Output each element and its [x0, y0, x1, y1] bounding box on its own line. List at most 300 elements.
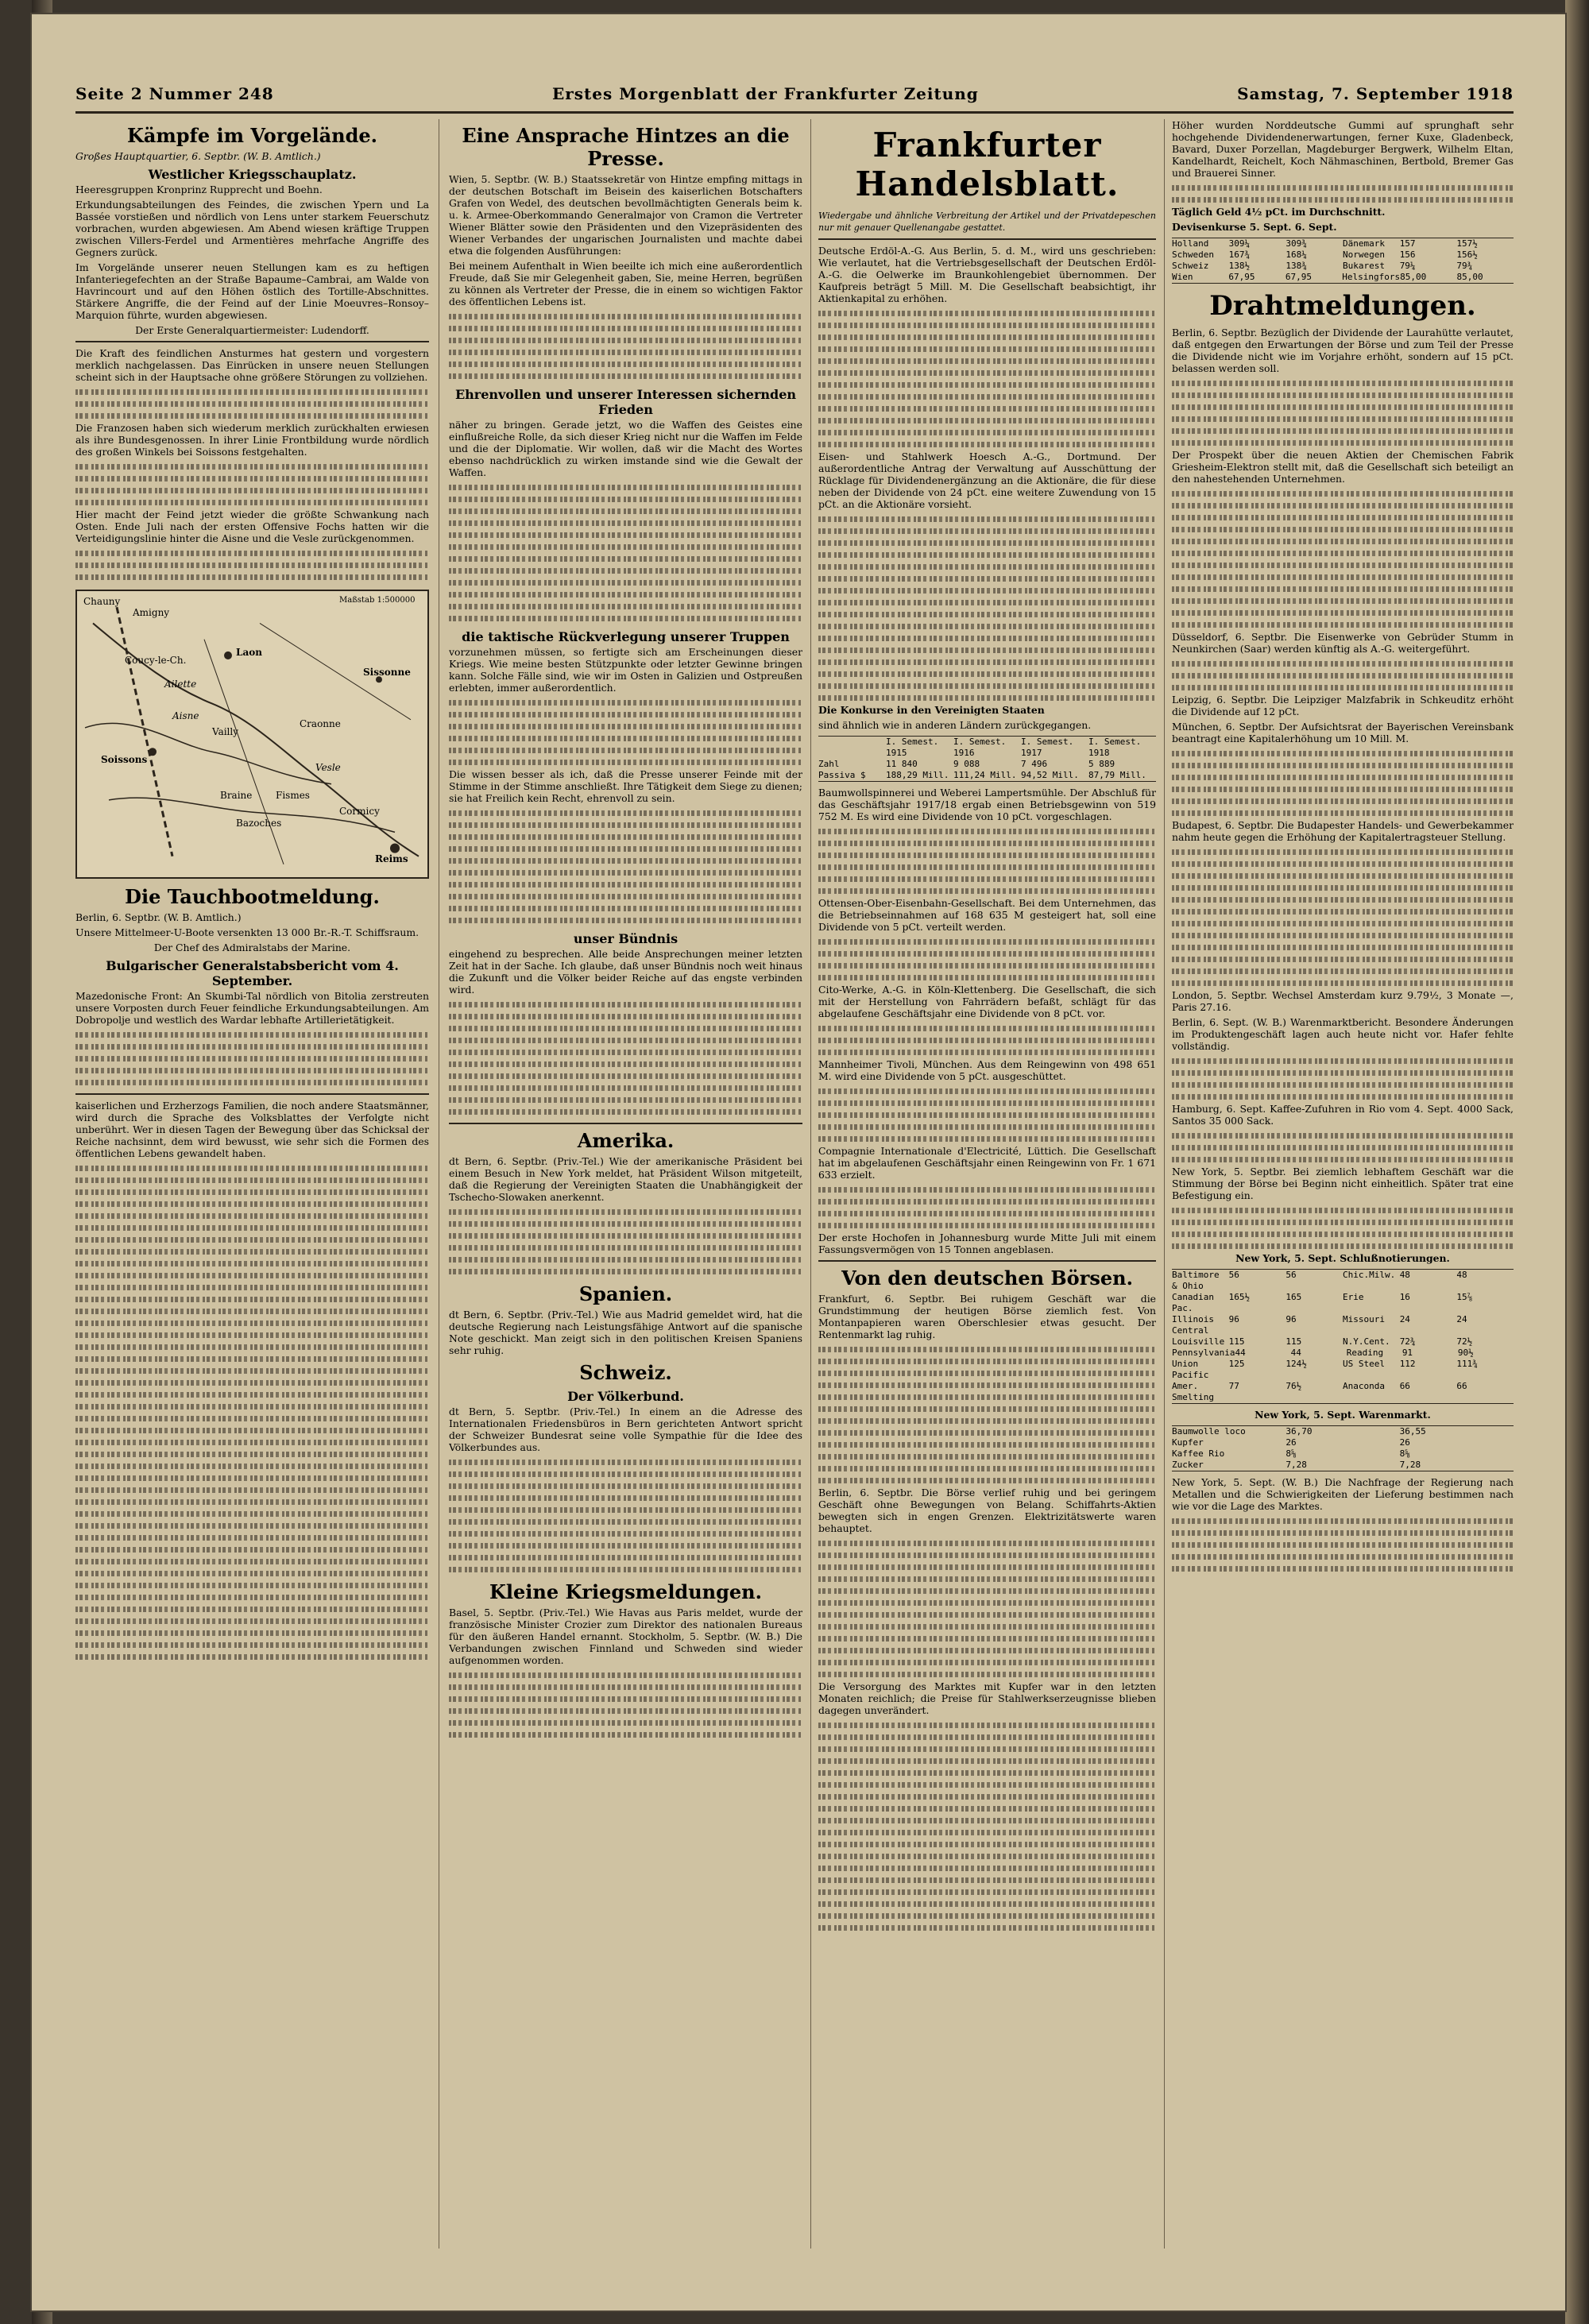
text-line-placeholder: [449, 709, 802, 721]
text-line-placeholder: [75, 1639, 429, 1651]
paragraph: Compagnie Internationale d'Electricité, Lüttich. Die Gesellschaft hat im abgelaufenen Geschäftsjahr einen Reingewinn von Fr. 1 671 633 erzielt.: [818, 1145, 1156, 1181]
text-line-placeholder: [449, 517, 802, 529]
text-line-placeholder: [818, 1475, 1156, 1487]
text-line-placeholder: [818, 1645, 1156, 1657]
text-line-placeholder: [818, 1657, 1156, 1669]
text-line-placeholder: [449, 1046, 802, 1058]
text-line-placeholder: [75, 1580, 429, 1591]
text-line-placeholder: [75, 1377, 429, 1389]
text-line-placeholder: [818, 307, 1156, 319]
map-label: Bazoches: [236, 818, 282, 829]
text-line-placeholder: [818, 1439, 1156, 1451]
paragraph: Die Kraft des feindlichen Ansturmes hat gestern und vorgestern merklich nachgelassen. Das Einrücken in unsere neuen Stellungen scheint sich in der Hauptsache ohne größere Störungen zu vollziehen.: [75, 347, 429, 383]
table-row: Pennsylvania 44 44 Reading 91 90½: [1172, 1348, 1474, 1358]
text-line-placeholder: [818, 1585, 1156, 1597]
header-date: Samstag, 7. September 1918: [1237, 84, 1514, 103]
table-title: New York, 5. Sept. Schlußnotierungen.: [1235, 1252, 1450, 1264]
text-line-placeholder: [1172, 1515, 1514, 1527]
table-row: Louisville 115 115 N.Y.Cent. 72¾ 72½: [1172, 1336, 1473, 1347]
text-line-placeholder: [449, 1504, 802, 1516]
text-line-placeholder: [1172, 846, 1514, 858]
paragraph: Berlin, 6. Septbr. Bezüglich der Dividende der Laurahütte verlautet, daß entgegen den Erwartungen der Börse und zum Teil der Presse die Dividende nicht wie im Vorjahre erhöht, sondern auf 15 pCt. belassen werden soll.: [1172, 327, 1514, 374]
text-line-placeholder: [75, 1305, 429, 1317]
paragraph: Deutsche Erdöl-A.-G. Aus Berlin, 5. d. M., wird uns geschrieben: Wie verlautet, hat die Vertriebsgesellschaft der Deutschen Erdöl-A.-G. die Oelwerke im Braunkohlengebiet übernommen. Der Kaufpreis beträgt 5 Mill. M. Die Gesellschaft beabsichtigt, ihr Aktienkapital zu erhöhen.: [818, 245, 1156, 304]
text-line-placeholder: [1172, 500, 1514, 512]
text-line-placeholder: [449, 493, 802, 505]
text-line-placeholder: [818, 1874, 1156, 1886]
text-line-placeholder: [818, 621, 1156, 632]
text-line-placeholder: [818, 585, 1156, 597]
text-line-placeholder: [818, 1597, 1156, 1609]
text-line-placeholder: [75, 1282, 429, 1293]
rule: [75, 1093, 429, 1095]
text-line-placeholder: [818, 885, 1156, 897]
table-row: Passiva $ 188,29 Mill. 111,24 Mill. 94,52 Mill. 87,79 Mill.: [818, 770, 1146, 780]
paragraph: Budapest, 6. Septbr. Die Budapester Handels- und Gewerbekammer nahm heute gegen die Erhöhung der Kapitalertragsteuer Stellung.: [1172, 819, 1514, 843]
text-line-placeholder: [818, 1862, 1156, 1874]
dateline: Berlin, 6. Septbr. (W. B. Amtlich.): [75, 911, 242, 923]
paragraph: dt Bern, 6. Septbr. (Priv.-Tel.) Wie der amerikanische Präsident bei einem Besuch in New York meldet, hat Präsident Wilson mitgeteilt, daß die Regierung der Vereinigten Staaten die Unabhängigkeit der Tschecho-Slowaken anerkennt.: [449, 1155, 802, 1203]
text-line-placeholder: [449, 744, 802, 756]
map-label: Ailette: [164, 679, 197, 690]
paragraph: Baumwollspinnerei und Weberei Lampertsmühle. Der Abschluß für das Geschäftsjahr 1917/18 ergab einen Betriebsgewinn von 519 752 M. Es wird eine Dividende von 10 pCt. vorgeschlagen.: [818, 787, 1156, 822]
text-line-placeholder: [75, 1603, 429, 1615]
text-line-placeholder: [449, 481, 802, 493]
text-line-placeholder: [449, 589, 802, 601]
text-line-placeholder: [818, 1839, 1156, 1850]
text-line-placeholder: [75, 1246, 429, 1258]
paragraph: dt Bern, 6. Septbr. (Priv.-Tel.) Wie aus Madrid gemeldet wird, hat die deutsche Regierung nach Leistungsfähige Antwort auf die spanische Note geschickt. Man zeigt sich in den politischen Kreisen Spaniens sehr ruhig.: [449, 1309, 802, 1356]
text-line-placeholder: [1172, 1142, 1514, 1154]
text-line-placeholder: [818, 1109, 1156, 1121]
text-line-placeholder: [818, 861, 1156, 873]
text-line-placeholder: [818, 948, 1156, 960]
text-line-placeholder: [818, 1121, 1156, 1133]
text-line-placeholder: [449, 1254, 802, 1266]
text-line-placeholder: [818, 1549, 1156, 1561]
text-line-placeholder: [75, 1041, 429, 1053]
text-line-placeholder: [1172, 389, 1514, 401]
text-line-placeholder: [818, 1034, 1156, 1046]
subheading: die taktische Rückverlegung unserer Truppen: [462, 629, 790, 644]
text-line-placeholder: [449, 1242, 802, 1254]
text-line-placeholder: [449, 1011, 802, 1023]
paragraph: Wien, 5. Septbr. (W. B.) Staatssekretär von Hintze empfing mittags in der deutschen Botschaft im Beisein des kaiserlichen Botschafters Grafen von Wedel, des deutschen bevollmächtigten Generals beim k. u. k. Armee-Oberkommando Generalmajor von Cramon die Vertreter Wiener Blätter sowie den Präsidenten und den Vizepräsidenten des Wiener Verbandes der ungarischen Journalisten und machte dabei etwa die folgenden Ausführungen:: [449, 173, 802, 257]
text-line-placeholder: [449, 1528, 802, 1540]
text-line-placeholder: [1172, 977, 1514, 989]
paragraph: sind ähnlich wie in anderen Ländern zurückgegangen.: [818, 719, 1092, 731]
column-divider: [810, 119, 811, 2249]
text-line-placeholder: [75, 1234, 429, 1246]
copyright-note: Wiedergabe und ähnliche Verbreitung der Artikel und der Privatdepeschen nur mit genauer Quellenangabe gestattet.: [818, 211, 1156, 233]
paragraph: Hamburg, 6. Sept. Kaffee-Zufuhren in Rio vom 4. Sept. 4000 Sack, Santos 35 000 Sack.: [1172, 1103, 1514, 1127]
text-line-placeholder: [818, 960, 1156, 972]
text-line-placeholder: [449, 613, 802, 625]
text-line-placeholder: [1172, 1205, 1514, 1216]
paragraph: vorzunehmen müssen, so fertigte sich am Erscheinungen dieser Kriegs. Wie meine besten Stützpunkte oder letzter Gewinne bringen kann. Solche Fälle sind, wie wir im Osten in Galizien und Ostpreußen erlebten, immer außerordentlich.: [449, 646, 802, 694]
paragraph: Die Franzosen haben sich wiederum merklich zurückhalten erwiesen als ihre Bundesgenossen. In ihrer Linie Frontbildung wurde nördlich des großen Winkels bei Soissons festgehalten.: [75, 422, 429, 458]
text-line-placeholder: [1172, 182, 1514, 194]
text-line-placeholder: [449, 819, 802, 831]
text-line-placeholder: [449, 1456, 802, 1468]
text-line-placeholder: [449, 505, 802, 517]
text-line-placeholder: [75, 1210, 429, 1222]
text-line-placeholder: [1172, 858, 1514, 870]
text-line-placeholder: [449, 529, 802, 541]
text-line-placeholder: [449, 577, 802, 589]
paragraph: Cito-Werke, A.-G. in Köln-Klettenberg. Die Gesellschaft, die sich mit der Herstellung von Fahrrädern befaßt, schlägt für das abgelaufene Geschäftsjahr eine Dividende von 8 pCt. vor.: [818, 984, 1156, 1019]
text-line-placeholder: [449, 1564, 802, 1576]
text-line-placeholder: [1172, 1527, 1514, 1539]
text-line-placeholder: [1172, 682, 1514, 694]
text-line-placeholder: [818, 597, 1156, 609]
text-line-placeholder: [818, 1910, 1156, 1922]
text-line-placeholder: [1172, 1216, 1514, 1228]
text-line-placeholder: [449, 1729, 802, 1741]
text-line-placeholder: [1172, 918, 1514, 930]
text-line-placeholder: [1172, 524, 1514, 536]
text-line-placeholder: [818, 1743, 1156, 1755]
paragraph: Hier macht der Feind jetzt wieder die größte Schwankung nach Osten. Ende Juli nach der ersten Offensive Fochs hatten wir die Verteidigungslinie hinter die Aisne und die Vesle zurückgenommen.: [75, 508, 429, 544]
text-line-placeholder: [75, 1615, 429, 1627]
section-headline: Von den deutschen Börsen.: [841, 1266, 1133, 1290]
table-header-row: I. Semest. 1915 I. Semest. 1916 I. Semest. 1917 I. Semest. 1918: [886, 737, 1142, 758]
map-label: Sissonne: [363, 667, 411, 678]
text-line-placeholder: [75, 1258, 429, 1270]
text-line-placeholder: [75, 386, 429, 398]
signature: Der Chef des Admiralstabs der Marine.: [153, 942, 351, 953]
table-row: Baumwolle loco 36,70 36,55: [1172, 1426, 1426, 1437]
text-line-placeholder: [449, 565, 802, 577]
text-line-placeholder: [75, 1544, 429, 1556]
text-line-placeholder: [449, 733, 802, 744]
text-line-placeholder: [818, 391, 1156, 403]
table-row: Schweiz 138½ 138¾ Bukarest 79¼ 79¾: [1172, 261, 1473, 271]
signature: Der Erste Generalquartiermeister: Ludendorff.: [135, 324, 369, 336]
section-headline: Amerika.: [577, 1129, 675, 1152]
map-label: Vesle: [315, 762, 341, 773]
map-label: Reims: [375, 853, 408, 864]
text-line-placeholder: [449, 601, 802, 613]
text-line-placeholder: [449, 1717, 802, 1729]
text-line-placeholder: [75, 1401, 429, 1413]
paragraph: Düsseldorf, 6. Septbr. Die Eisenwerke von Gebrüder Stumm in Neunkirchen (Saar) werden künftig als A.-G. weitergeführt.: [1172, 631, 1514, 655]
paragraph: näher zu bringen. Gerade jetzt, wo die Waffen des Geistes eine einflußreiche Rolle, da sich dieser Krieg nicht nur die Waffen im Felde und die der Diplomatie. Wir wollen, daß wir die Macht des Wortes ebenso nachdrücklich zu wirken imstande sind wie die Gewalt der Waffen.: [449, 419, 802, 478]
text-line-placeholder: [75, 1568, 429, 1580]
column-divider: [1164, 119, 1165, 2249]
rule: [75, 341, 429, 342]
map-label: Fismes: [276, 790, 310, 801]
text-line-placeholder: [449, 915, 802, 926]
text-line-placeholder: [1172, 930, 1514, 942]
text-line-placeholder: [818, 1451, 1156, 1463]
text-line-placeholder: [818, 549, 1156, 561]
exchange-rate-table: [1172, 238, 1514, 284]
header-paper-title: Erstes Morgenblatt der Frankfurter Zeitung: [552, 84, 979, 103]
text-line-placeholder: [818, 513, 1156, 525]
text-line-placeholder: [818, 936, 1156, 948]
text-line-placeholder: [818, 1355, 1156, 1367]
text-line-placeholder: [75, 1460, 429, 1472]
text-line-placeholder: [75, 1174, 429, 1186]
paragraph: Basel, 5. Septbr. (Priv.-Tel.) Wie Havas aus Paris meldet, wurde der französische Minister Crozier zum Direktor des nationalen Bureaus für den äußeren Handel ernannt. Stockholm, 5. Septbr. (W. B.) Die Verbandungen zwischen Finnland und Schweden sind wieder aufgenommen worden.: [449, 1607, 802, 1666]
text-line-placeholder: [1172, 1539, 1514, 1551]
text-line-placeholder: [449, 903, 802, 915]
text-line-placeholder: [449, 1681, 802, 1693]
text-line-placeholder: [449, 346, 802, 358]
map-label: Amigny: [133, 607, 170, 618]
paragraph: eingehend zu besprechen. Alle beide Ansprechungen meiner letzten Zeit hat in der Sache. Ich glaube, daß unser Bündnis noch weit hinaus die Zukunft und die Völker beider Reiche auf das engste verbinden wird.: [449, 948, 802, 996]
table-row: Baltimore & Ohio 56 56 Chic.Milw. 48 48: [1172, 1270, 1467, 1291]
text-line-placeholder: [449, 541, 802, 553]
money-rate-line: Täglich Geld 4½ pCt. im Durchschnitt.: [1172, 206, 1386, 218]
text-line-placeholder: [449, 1516, 802, 1528]
header-page-number: Seite 2 Nummer 248: [75, 84, 274, 103]
text-line-placeholder: [1172, 559, 1514, 571]
text-line-placeholder: [818, 873, 1156, 885]
text-line-placeholder: [75, 1270, 429, 1282]
text-line-placeholder: [75, 559, 429, 571]
text-line-placeholder: [75, 398, 429, 410]
section-headline: Kleine Kriegsmeldungen.: [489, 1580, 762, 1603]
map-label: Aisne: [172, 710, 199, 721]
text-line-placeholder: [449, 1552, 802, 1564]
text-line-placeholder: [449, 1058, 802, 1070]
text-line-placeholder: [818, 972, 1156, 984]
text-line-placeholder: [1172, 437, 1514, 449]
text-line-placeholder: [818, 1023, 1156, 1034]
section-headline: Schweiz.: [579, 1361, 672, 1384]
article-headline: Kämpfe im Vorgelände.: [126, 124, 378, 147]
text-line-placeholder: [75, 1508, 429, 1520]
paragraph: Eisen- und Stahlwerk Hoesch A.-G., Dortmund. Der außerordentliche Antrag der Verwaltung auf Ausschüttung der Rücklage für Dividendenergänzung an die Aktionäre, die für diese neben der Dividende von 24 pCt. eine weitere Zuwendung von 15 pCt. an die Aktionäre vorsieht.: [818, 450, 1156, 510]
table-row: Kaffee Rio 8⅝ 8⅝: [1172, 1448, 1410, 1459]
text-line-placeholder: [818, 1609, 1156, 1621]
column-4: [1172, 119, 1514, 2264]
text-line-placeholder: [818, 826, 1156, 837]
paragraph: dt Bern, 5. Septbr. (Priv.-Tel.) In einem an die Adresse des Internationalen Friedensbüros in Bern gerichteten Antwort spricht der Schweizer Bundesrat seine volle Sympathie für die Idee des Völkerbundes aus.: [449, 1406, 802, 1453]
paragraph: Berlin, 6. Septbr. Die Börse verlief ruhig und bei geringem Geschäft ohne Bewegungen von Belang. Schiffahrts-Aktien bewegten sich in engen Grenzen. Elektrizitätswerte waren behauptet.: [818, 1487, 1156, 1534]
text-line-placeholder: [818, 1046, 1156, 1058]
text-line-placeholder: [75, 1065, 429, 1077]
text-line-placeholder: [75, 1389, 429, 1401]
text-line-placeholder: [818, 1561, 1156, 1573]
text-line-placeholder: [449, 1492, 802, 1504]
text-line-placeholder: [818, 1922, 1156, 1934]
paragraph: Unsere Mittelmeer-U-Boote versenkten 13 000 Br.-R.-T. Schiffsraum.: [75, 926, 419, 938]
text-line-placeholder: [818, 1220, 1156, 1232]
table-row: Kupfer 26 26: [1172, 1437, 1410, 1448]
text-line-placeholder: [1172, 658, 1514, 670]
text-line-placeholder: [75, 1520, 429, 1532]
text-line-placeholder: [449, 1206, 802, 1218]
text-line-placeholder: [1172, 1240, 1514, 1252]
text-line-placeholder: [818, 1815, 1156, 1827]
text-line-placeholder: [75, 1162, 429, 1174]
paragraph: Bei meinem Aufenthalt in Wien beeilte ich mich eine außerordentlich Freude, daß Sie mir Gelegenheit gaben, Sie, meine Herren, begrüßen zu können als Vertreter der Presse, die in einem so wichtigen Faktor des öffentlichen Lebens ist.: [449, 260, 802, 307]
text-line-placeholder: [818, 1827, 1156, 1839]
text-line-placeholder: [818, 1573, 1156, 1585]
text-line-placeholder: [449, 1480, 802, 1492]
table-row: Wien 67,95 67,95 Helsingfors 85,00 85,00: [1172, 272, 1483, 282]
map-label: Soissons: [101, 754, 148, 765]
text-line-placeholder: [75, 1651, 429, 1663]
text-line-placeholder: [1172, 953, 1514, 965]
paragraph: Der Prospekt über die neuen Aktien der Chemischen Fabrik Griesheim-Elektron stellt mit, daß die Gesellschaft sich beteiligt an den nahestehenden Unternehmen.: [1172, 449, 1514, 485]
text-line-placeholder: [75, 1472, 429, 1484]
text-line-placeholder: [1172, 425, 1514, 437]
map-scale: Maßstab 1:500000: [339, 596, 416, 605]
table-row: Holland 309¼ 309¾ Dänemark 157 157½: [1172, 238, 1478, 249]
section-headline: Drahtmeldungen.: [1209, 290, 1476, 322]
text-line-placeholder: [1172, 619, 1514, 631]
map-label: Craonne: [300, 718, 341, 729]
text-line-placeholder: [1172, 377, 1514, 389]
text-line-placeholder: [1172, 1055, 1514, 1067]
table-row: Amer. Smelting 77 76½ Anaconda 66 66: [1172, 1381, 1467, 1402]
text-line-placeholder: [1172, 1079, 1514, 1091]
text-line-placeholder: [449, 334, 802, 346]
section-masthead: Frankfurter Handelsblatt.: [855, 126, 1119, 203]
text-line-placeholder: [818, 367, 1156, 379]
text-line-placeholder: [1172, 401, 1514, 413]
map-label: Coucy-le-Ch.: [125, 655, 187, 666]
text-line-placeholder: [818, 1133, 1156, 1145]
text-line-placeholder: [75, 461, 429, 473]
text-line-placeholder: [449, 358, 802, 370]
text-line-placeholder: [818, 319, 1156, 331]
paragraph: Höher wurden Norddeutsche Gummi auf sprunghaft sehr hochgehende Dividendenerwartungen, ferner Kuxe, Gladenbeck, Bavard, Duxer Porzellan, Magdeburger Bergwerk, Wilhelm Eltan, Kandelhardt, Reichelt, Koch Nähmaschinen, Bertbold, Bremer Gas und Brauerei Sinner.: [1172, 119, 1514, 179]
text-line-placeholder: [75, 1029, 429, 1041]
text-line-placeholder: [75, 1353, 429, 1365]
table-row: Zucker 7,28 7,28: [1172, 1460, 1421, 1470]
text-line-placeholder: [1172, 1563, 1514, 1575]
paragraph: Die wissen besser als ich, daß die Presse unserer Feinde mit der Stimme in der Stimme anschließt. Ihre Tätigkeit dem Siege zu dienen; sie hat Freilich kein Recht, ehrenvoll zu sein.: [449, 768, 802, 804]
text-line-placeholder: [818, 1767, 1156, 1779]
text-line-placeholder: [818, 1731, 1156, 1743]
text-line-placeholder: [75, 1077, 429, 1089]
rule: [818, 1260, 1156, 1262]
text-line-placeholder: [1172, 1091, 1514, 1103]
text-line-placeholder: [818, 1791, 1156, 1803]
text-line-placeholder: [75, 1627, 429, 1639]
text-line-placeholder: [818, 573, 1156, 585]
text-line-placeholder: [818, 439, 1156, 450]
text-line-placeholder: [1172, 595, 1514, 607]
paragraph: Frankfurt, 6. Septbr. Bei ruhigem Geschäft war die Grundstimmung der heutigen Börse ziemlich fest. Von Montanpapieren waren Oberschlesier etwas gesucht. Der Rentenmarkt lag ruhig.: [818, 1293, 1156, 1340]
text-line-placeholder: [818, 1755, 1156, 1767]
text-line-placeholder: [1172, 760, 1514, 771]
text-line-placeholder: [1172, 571, 1514, 583]
subheading: Die Konkurse in den Vereinigten Staaten: [818, 704, 1045, 716]
text-line-placeholder: [1172, 607, 1514, 619]
text-line-placeholder: [1172, 748, 1514, 760]
text-line-placeholder: [818, 1669, 1156, 1680]
map-drawing: [77, 591, 427, 877]
text-line-placeholder: [75, 1222, 429, 1234]
text-line-placeholder: [1172, 670, 1514, 682]
text-line-placeholder: [818, 525, 1156, 537]
text-line-placeholder: [1172, 488, 1514, 500]
map-label: Cormicy: [339, 806, 380, 817]
text-line-placeholder: [818, 1633, 1156, 1645]
article-headline: Die Tauchbootmeldung.: [125, 885, 380, 908]
text-line-placeholder: [75, 1413, 429, 1425]
text-line-placeholder: [818, 331, 1156, 343]
paragraph: Ottensen-Ober-Eisenbahn-Gesellschaft. Bei dem Unternehmen, das die Betriebseinnahmen auf 168 635 M gesteigert hat, soll eine Dividende von 5 pCt. verteilt werden.: [818, 897, 1156, 933]
text-line-placeholder: [818, 415, 1156, 427]
text-line-placeholder: [449, 1540, 802, 1552]
text-line-placeholder: [449, 311, 802, 323]
text-line-placeholder: [1172, 795, 1514, 807]
text-line-placeholder: [449, 697, 802, 709]
text-line-placeholder: [449, 323, 802, 334]
paragraph: München, 6. Septbr. Der Aufsichtsrat der Bayerischen Vereinsbank beantragt eine Kapitalerhöhung um 10 Mill. M.: [1172, 721, 1514, 744]
text-line-placeholder: [1172, 512, 1514, 524]
text-line-placeholder: [1172, 1067, 1514, 1079]
paragraph: kaiserlichen und Erzherzogs Familien, die noch andere Staatsmänner, wird durch die Sprache des Volksblattes der Verfolgte nicht unberührt. Wer in diesen Tagen der Bewegung über das Schicksal der Reiche nachsinnt, dem wird bewusst, wie sehr sich die Formen des öffentlichen Lebens gewandelt haben.: [75, 1100, 429, 1159]
text-line-placeholder: [1172, 1130, 1514, 1142]
text-line-placeholder: [818, 379, 1156, 391]
text-line-placeholder: [818, 1208, 1156, 1220]
text-line-placeholder: [449, 1693, 802, 1705]
text-line-placeholder: [818, 849, 1156, 861]
text-line-placeholder: [449, 1082, 802, 1094]
text-line-placeholder: [1172, 583, 1514, 595]
text-line-placeholder: [818, 1097, 1156, 1109]
paragraph: Berlin, 6. Sept. (W. B.) Warenmarktbericht. Besondere Änderungen im Produktengeschäft lagen auch heute nicht vor. Hafer fehlte vollständig.: [1172, 1016, 1514, 1052]
article-headline: Eine Ansprache Hintzes an die Presse.: [462, 124, 790, 170]
paragraph: Mazedonische Front: An Skumbi-Tal nördlich von Bitolia zerstreuten unsere Vorposten durch Feuer feindliche Erkundungsabteilungen. Am Dobropolje und westlich des Wardar lebhafte Artillerietätigkeit.: [75, 990, 429, 1026]
text-line-placeholder: [75, 1484, 429, 1496]
text-line-placeholder: [1172, 1228, 1514, 1240]
text-line-placeholder: [818, 1427, 1156, 1439]
table-row: Canadian Pac. 165½ 165 Erie 16 15⅞: [1172, 1292, 1473, 1313]
text-line-placeholder: [818, 1803, 1156, 1815]
text-line-placeholder: [449, 1034, 802, 1046]
text-line-placeholder: [818, 1379, 1156, 1391]
text-line-placeholder: [1172, 771, 1514, 783]
text-line-placeholder: [1172, 894, 1514, 906]
text-line-placeholder: [75, 1425, 429, 1437]
text-line-placeholder: [818, 656, 1156, 668]
map-label: Braine: [220, 790, 253, 801]
text-line-placeholder: [75, 1496, 429, 1508]
text-line-placeholder: [1172, 194, 1514, 206]
paragraph: New York, 5. Septbr. Bei ziemlich lebhaftem Geschäft war die Stimmung der Börse bei Beginn nicht einheitlich. Später trat eine Befestigung ein.: [1172, 1166, 1514, 1201]
table-title: New York, 5. Sept. Warenmarkt.: [1255, 1409, 1431, 1421]
header-rule: [75, 111, 1514, 114]
rule: [449, 1123, 802, 1124]
text-line-placeholder: [449, 370, 802, 382]
text-line-placeholder: [818, 1344, 1156, 1355]
text-line-placeholder: [449, 879, 802, 891]
text-line-placeholder: [818, 561, 1156, 573]
text-line-placeholder: [818, 680, 1156, 692]
subheading: Der Völkerbund.: [567, 1389, 684, 1404]
text-line-placeholder: [818, 403, 1156, 415]
section-headline: Spanien.: [578, 1282, 673, 1305]
text-line-placeholder: [449, 1106, 802, 1118]
text-line-placeholder: [449, 1468, 802, 1480]
text-line-placeholder: [1172, 965, 1514, 977]
paragraph: New York, 5. Sept. (W. B.) Die Nachfrage der Regierung nach Metallen und die Schwierigkeiten der Lieferung bestimmen nach wie vor die Lage des Marktes.: [1172, 1476, 1514, 1512]
column-1: [75, 119, 429, 2264]
text-line-placeholder: [75, 1198, 429, 1210]
table-row: Zahl 11 840 9 088 7 496 5 889: [818, 759, 1115, 769]
text-line-placeholder: [1172, 882, 1514, 894]
text-line-placeholder: [818, 692, 1156, 704]
